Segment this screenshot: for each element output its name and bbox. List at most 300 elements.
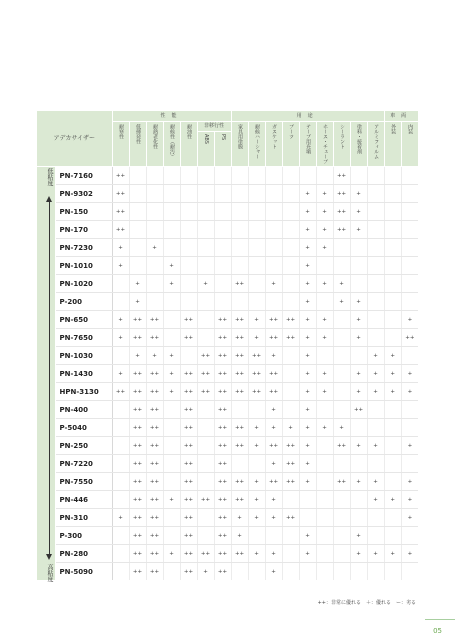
rating-cell: ++ (282, 455, 299, 473)
rating-cell (163, 455, 180, 473)
col-hose: ホース・チューブ (316, 122, 333, 167)
rating-cell (401, 293, 418, 311)
rating-cell (384, 437, 401, 455)
rating-cell: + (367, 491, 384, 509)
table-row (37, 563, 418, 581)
rating-cell (333, 509, 350, 527)
rating-cell: ++ (248, 347, 265, 365)
col-tape: テープ用充塡 (299, 122, 316, 167)
rating-cell (112, 401, 129, 419)
rating-cell (112, 491, 129, 509)
rating-cell (180, 239, 197, 257)
rating-cell (299, 491, 316, 509)
rating-cell (163, 329, 180, 347)
rating-cell: ++ (180, 545, 197, 563)
rating-cell (248, 257, 265, 275)
rating-cell: ++ (214, 545, 231, 563)
table-row (37, 419, 418, 437)
rating-cell: ++ (129, 509, 146, 527)
rating-cell: ++ (333, 185, 350, 203)
table-row (37, 311, 418, 329)
group-performance: 性能 (112, 111, 231, 122)
rating-cell: ++ (146, 563, 163, 581)
rating-cell (180, 257, 197, 275)
rating-cell: ++ (146, 419, 163, 437)
col-weather: 耐候性（耐汚） (163, 122, 180, 167)
rating-cell: ++ (112, 221, 129, 239)
col-sealant: シーラント (333, 122, 350, 167)
rating-cell: + (265, 563, 282, 581)
rating-cell (214, 275, 231, 293)
rating-cell: ++ (282, 311, 299, 329)
rating-cell: ++ (180, 527, 197, 545)
col-abs: ABS (197, 132, 214, 167)
rating-cell: + (316, 419, 333, 437)
rating-cell (112, 293, 129, 311)
rating-cell: + (163, 275, 180, 293)
rating-cell (197, 437, 214, 455)
rating-cell (146, 275, 163, 293)
rating-cell: ++ (231, 419, 248, 437)
rating-cell: + (367, 347, 384, 365)
rating-cell (129, 221, 146, 239)
rating-cell (401, 455, 418, 473)
rating-cell (333, 401, 350, 419)
rating-cell (333, 347, 350, 365)
rating-cell (248, 275, 265, 293)
rating-cell (316, 563, 333, 581)
rating-cell (316, 437, 333, 455)
rating-cell: + (299, 311, 316, 329)
rating-cell: ++ (129, 383, 146, 401)
rating-cell (163, 527, 180, 545)
rating-cell: + (163, 365, 180, 383)
rating-cell (231, 167, 248, 185)
rating-cell (350, 563, 367, 581)
rating-cell (299, 563, 316, 581)
product-name: P-300 (55, 527, 112, 545)
rating-cell (163, 185, 180, 203)
rating-cell: + (163, 347, 180, 365)
rating-cell: ++ (231, 473, 248, 491)
rating-cell (231, 239, 248, 257)
rating-cell (248, 293, 265, 311)
rating-cell (367, 293, 384, 311)
rating-cell: + (265, 455, 282, 473)
rating-cell (265, 239, 282, 257)
rating-cell (350, 491, 367, 509)
rating-cell: ++ (146, 527, 163, 545)
rating-cell: ++ (248, 383, 265, 401)
rating-cell: ++ (231, 275, 248, 293)
rating-cell: + (367, 545, 384, 563)
rating-cell (180, 221, 197, 239)
table-row (37, 167, 418, 185)
rating-cell (265, 527, 282, 545)
rating-cell (197, 455, 214, 473)
rating-cell: ++ (231, 329, 248, 347)
rating-cell: ++ (214, 401, 231, 419)
axis-line (49, 202, 50, 554)
rating-cell: + (299, 473, 316, 491)
rating-cell: + (384, 545, 401, 563)
rating-cell: ++ (180, 437, 197, 455)
rating-cell: ++ (112, 203, 129, 221)
rating-cell: + (163, 545, 180, 563)
rating-cell: + (350, 383, 367, 401)
rating-cell: + (146, 239, 163, 257)
rating-cell: + (248, 491, 265, 509)
rating-cell: ++ (231, 545, 248, 563)
page-number: 05 (433, 627, 442, 635)
rating-cell (248, 239, 265, 257)
rating-cell (316, 347, 333, 365)
rating-cell (197, 527, 214, 545)
rating-cell: + (299, 419, 316, 437)
rating-cell (367, 275, 384, 293)
rating-cell: + (316, 383, 333, 401)
rating-cell (214, 239, 231, 257)
product-name: PN-1020 (55, 275, 112, 293)
rating-cell: + (316, 275, 333, 293)
col-ps: PS (214, 132, 231, 167)
rating-cell (401, 203, 418, 221)
rating-cell (401, 185, 418, 203)
rating-cell (316, 293, 333, 311)
rating-cell (282, 563, 299, 581)
rating-cell: + (299, 401, 316, 419)
rating-cell: ++ (197, 365, 214, 383)
rating-cell: ++ (350, 401, 367, 419)
rating-cell (367, 239, 384, 257)
rating-cell (214, 203, 231, 221)
rating-cell (197, 221, 214, 239)
rating-cell (384, 221, 401, 239)
rating-cell: ++ (146, 455, 163, 473)
rating-cell (333, 311, 350, 329)
rating-cell: ++ (112, 185, 129, 203)
rating-cell (401, 275, 418, 293)
rating-cell: + (282, 419, 299, 437)
rating-cell (384, 329, 401, 347)
rating-cell (350, 419, 367, 437)
rating-cell: ++ (333, 473, 350, 491)
rating-cell: ++ (129, 563, 146, 581)
rating-cell: ++ (214, 563, 231, 581)
rating-cell (350, 275, 367, 293)
group-use: 用途 (231, 111, 384, 122)
rating-cell: + (231, 527, 248, 545)
rating-cell (282, 401, 299, 419)
rating-cell (163, 419, 180, 437)
rating-cell: + (299, 527, 316, 545)
rating-cell (384, 455, 401, 473)
rating-cell: + (248, 473, 265, 491)
rating-cell (163, 473, 180, 491)
rating-cell: ++ (214, 509, 231, 527)
rating-cell (316, 167, 333, 185)
rating-cell: + (163, 491, 180, 509)
rating-cell: + (265, 509, 282, 527)
rating-cell: + (367, 473, 384, 491)
rating-cell (146, 185, 163, 203)
product-name: PN-446 (55, 491, 112, 509)
rating-cell (367, 185, 384, 203)
rating-cell: ++ (112, 167, 129, 185)
rating-cell (112, 275, 129, 293)
rating-cell (367, 329, 384, 347)
rating-cell (265, 167, 282, 185)
rating-cell: ++ (129, 419, 146, 437)
rating-cell: + (248, 509, 265, 527)
rating-cell (231, 563, 248, 581)
rating-cell: + (299, 347, 316, 365)
rating-cell: + (333, 293, 350, 311)
rating-cell: + (299, 293, 316, 311)
table-row (37, 365, 418, 383)
rating-cell (112, 563, 129, 581)
rating-cell: ++ (333, 203, 350, 221)
rating-cell (367, 419, 384, 437)
rating-cell (197, 473, 214, 491)
rating-cell: ++ (282, 473, 299, 491)
product-name: PN-280 (55, 545, 112, 563)
rating-cell (282, 275, 299, 293)
rating-cell (214, 221, 231, 239)
rating-cell: ++ (282, 509, 299, 527)
rating-cell: + (384, 383, 401, 401)
rating-cell (129, 203, 146, 221)
rating-cell: ++ (197, 491, 214, 509)
rating-cell (214, 257, 231, 275)
rating-cell (129, 185, 146, 203)
rating-cell (384, 239, 401, 257)
rating-cell (214, 167, 231, 185)
rating-cell: + (401, 311, 418, 329)
rating-cell: + (265, 419, 282, 437)
rating-cell: ++ (129, 329, 146, 347)
rating-cell: + (112, 257, 129, 275)
rating-cell: + (384, 347, 401, 365)
rating-cell: + (163, 257, 180, 275)
rating-cell: ++ (180, 311, 197, 329)
col-heat-aging: 耐熱老化性 (146, 122, 163, 167)
product-name: PN-9302 (55, 185, 112, 203)
rating-cell: ++ (146, 545, 163, 563)
table-row (37, 329, 418, 347)
product-name: PN-150 (55, 203, 112, 221)
rating-cell (197, 509, 214, 527)
rating-cell (112, 527, 129, 545)
viscosity-axis (44, 166, 55, 594)
rating-cell: + (299, 239, 316, 257)
rating-cell (231, 401, 248, 419)
rating-cell: + (265, 401, 282, 419)
rating-cell: + (299, 275, 316, 293)
table-row (37, 257, 418, 275)
rating-cell: + (316, 329, 333, 347)
rating-cell: + (350, 293, 367, 311)
rating-cell (163, 239, 180, 257)
rating-cell: ++ (180, 455, 197, 473)
rating-cell: ++ (129, 365, 146, 383)
rating-cell: + (248, 311, 265, 329)
rating-cell: ++ (129, 545, 146, 563)
rating-cell (367, 509, 384, 527)
rating-cell: ++ (333, 167, 350, 185)
table-row (37, 239, 418, 257)
rating-cell: ++ (265, 311, 282, 329)
rating-cell: ++ (282, 437, 299, 455)
rating-cell: + (197, 275, 214, 293)
rating-cell (367, 257, 384, 275)
rating-cell: + (112, 239, 129, 257)
rating-cell (401, 563, 418, 581)
rating-cell: ++ (401, 329, 418, 347)
rating-cell: ++ (231, 491, 248, 509)
table-row (37, 383, 418, 401)
table-row (37, 401, 418, 419)
product-name: PN-1030 (55, 347, 112, 365)
rating-cell (367, 527, 384, 545)
rating-cell (367, 311, 384, 329)
rating-cell (350, 257, 367, 275)
rating-cell: ++ (248, 365, 265, 383)
rating-cell: ++ (265, 473, 282, 491)
rating-cell (316, 491, 333, 509)
rating-cell: ++ (231, 311, 248, 329)
rating-cell: + (316, 203, 333, 221)
rating-cell: ++ (146, 509, 163, 527)
rating-cell: + (163, 383, 180, 401)
rating-cell: + (333, 275, 350, 293)
rating-cell: + (299, 437, 316, 455)
rating-cell (112, 455, 129, 473)
rating-cell (316, 473, 333, 491)
rating-cell (265, 221, 282, 239)
rating-cell: + (316, 221, 333, 239)
product-name: PN-1010 (55, 257, 112, 275)
rating-cell (197, 203, 214, 221)
rating-cell: + (401, 473, 418, 491)
rating-cell (282, 365, 299, 383)
group-non-migration: 非移行性 (197, 122, 231, 132)
rating-cell (231, 221, 248, 239)
rating-cell: ++ (146, 491, 163, 509)
rating-cell: ++ (180, 365, 197, 383)
rating-cell (367, 455, 384, 473)
rating-cell: + (299, 185, 316, 203)
table-row (37, 275, 418, 293)
rating-cell (401, 419, 418, 437)
rating-cell: + (248, 437, 265, 455)
rating-cell: + (350, 545, 367, 563)
rating-cell (316, 509, 333, 527)
rating-cell (333, 545, 350, 563)
rating-cell (112, 545, 129, 563)
rating-cell: + (299, 383, 316, 401)
product-name: P-5040 (55, 419, 112, 437)
rating-cell (401, 401, 418, 419)
rating-cell: ++ (214, 527, 231, 545)
rating-cell: ++ (265, 437, 282, 455)
rating-cell: ++ (129, 401, 146, 419)
rating-cell (282, 545, 299, 563)
rating-cell: + (367, 437, 384, 455)
rating-cell: + (129, 347, 146, 365)
rating-cell (112, 437, 129, 455)
rating-cell: ++ (265, 329, 282, 347)
rating-cell (316, 455, 333, 473)
rating-cell (384, 293, 401, 311)
rating-cell (163, 311, 180, 329)
rating-cell (350, 509, 367, 527)
col-cold-resistance: 耐寒性 (112, 122, 129, 167)
rating-cell: ++ (214, 383, 231, 401)
table-row (37, 455, 418, 473)
rating-cell (197, 401, 214, 419)
rating-cell (197, 419, 214, 437)
rating-cell: ++ (146, 383, 163, 401)
rating-cell (350, 347, 367, 365)
rating-cell: + (367, 365, 384, 383)
rating-cell (180, 275, 197, 293)
product-name: PN-7650 (55, 329, 112, 347)
rating-cell (333, 329, 350, 347)
rating-cell: ++ (129, 455, 146, 473)
table-row (37, 473, 418, 491)
rating-cell: + (299, 257, 316, 275)
rating-cell: + (129, 293, 146, 311)
low-viscosity-label: 低粘度 (46, 168, 53, 186)
rating-cell (180, 203, 197, 221)
rating-cell (384, 257, 401, 275)
rating-cell: + (248, 329, 265, 347)
col-gasket: ガスケット (265, 122, 282, 167)
rating-cell (129, 167, 146, 185)
rating-cell: ++ (333, 437, 350, 455)
rating-cell (112, 347, 129, 365)
group-vehicle: 車両 (384, 111, 418, 122)
rating-cell (180, 293, 197, 311)
rating-cell (282, 221, 299, 239)
rating-cell: ++ (214, 455, 231, 473)
rating-cell: + (231, 509, 248, 527)
col-boots: ブーツ (282, 122, 299, 167)
rating-cell (265, 293, 282, 311)
rating-cell: + (350, 185, 367, 203)
rating-cell: + (384, 365, 401, 383)
rating-cell (231, 455, 248, 473)
table-row (37, 509, 418, 527)
product-name: PN-170 (55, 221, 112, 239)
rating-cell (282, 257, 299, 275)
rating-cell: ++ (180, 383, 197, 401)
rating-cell: ++ (231, 383, 248, 401)
rating-cell (231, 293, 248, 311)
rating-cell: ++ (282, 329, 299, 347)
rating-cell (316, 257, 333, 275)
rating-cell (333, 257, 350, 275)
rating-cell (367, 221, 384, 239)
product-name: PN-1430 (55, 365, 112, 383)
table-row (37, 185, 418, 203)
rating-cell (248, 167, 265, 185)
rating-cell (163, 509, 180, 527)
rating-cell (282, 203, 299, 221)
rating-cell: + (265, 491, 282, 509)
rating-cell (231, 203, 248, 221)
